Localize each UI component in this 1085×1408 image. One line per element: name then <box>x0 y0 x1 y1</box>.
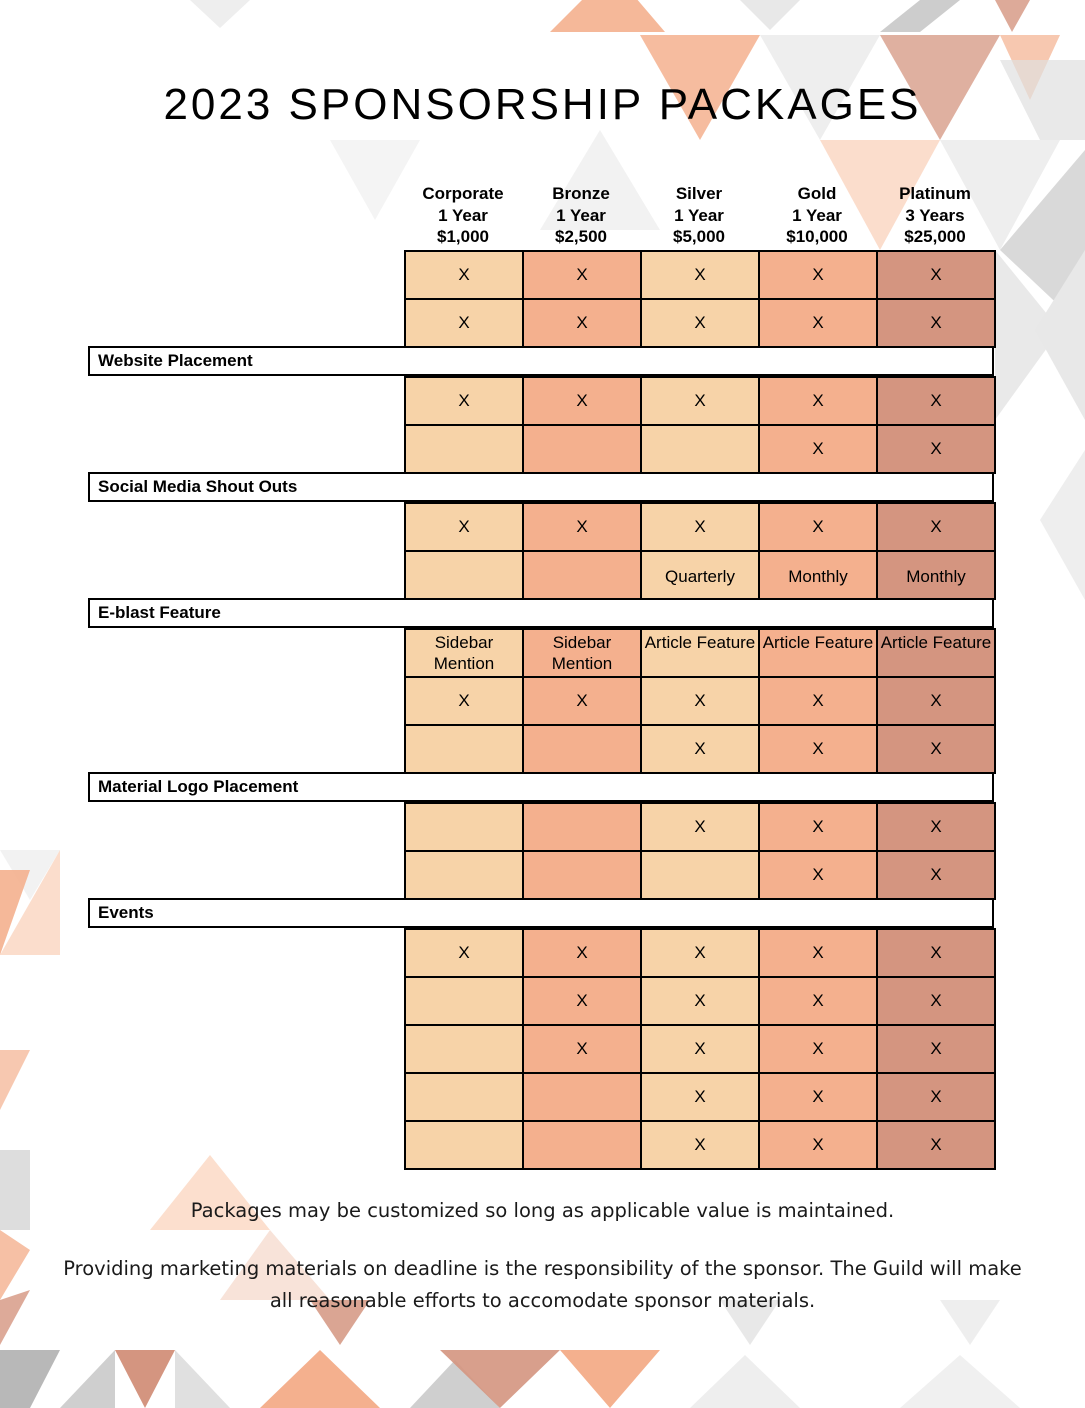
cell-value: Article Feature <box>762 633 874 652</box>
included-mark: X <box>694 391 706 410</box>
included-mark: X <box>576 265 588 284</box>
included-mark: X <box>576 391 588 410</box>
included-mark: X <box>694 943 706 962</box>
tier-name: Gold <box>797 184 837 203</box>
included-mark: X <box>930 1087 942 1106</box>
package-cell <box>876 850 996 900</box>
included-mark: X <box>812 313 824 332</box>
tier-price: $2,500 <box>555 227 607 246</box>
package-cell <box>758 1024 878 1074</box>
tier-name: Bronze <box>552 184 610 203</box>
included-mark: X <box>930 991 942 1010</box>
package-cell <box>404 1072 524 1122</box>
included-mark: X <box>812 865 824 884</box>
bg-triangle <box>690 1355 800 1408</box>
package-cell <box>876 376 996 426</box>
section-header: Events <box>88 898 994 928</box>
package-cell <box>876 628 996 678</box>
tier-term: 3 Years <box>905 205 965 225</box>
package-cell <box>640 250 760 300</box>
package-cell <box>522 502 642 552</box>
package-cell <box>640 676 760 726</box>
package-cell <box>522 424 642 474</box>
tier-term: 1 Year <box>792 205 842 225</box>
package-cell <box>640 502 760 552</box>
included-mark: X <box>812 991 824 1010</box>
cell-value: Sidebar Mention <box>433 633 495 673</box>
package-cell <box>876 502 996 552</box>
included-mark: X <box>694 1135 706 1154</box>
bg-triangle <box>740 0 800 30</box>
package-cell <box>640 724 760 774</box>
included-mark: X <box>812 1135 824 1154</box>
tier-name: Corporate <box>422 184 504 203</box>
included-mark: X <box>694 313 706 332</box>
included-mark: X <box>576 313 588 332</box>
package-cell <box>640 802 760 852</box>
package-cell <box>876 298 996 348</box>
package-cell <box>758 550 878 600</box>
included-mark: X <box>458 265 470 284</box>
package-cell <box>522 724 642 774</box>
cell-value: Monthly <box>906 567 966 586</box>
package-cell <box>404 1120 524 1170</box>
package-cell <box>522 802 642 852</box>
package-cell <box>522 628 642 678</box>
package-cell <box>522 676 642 726</box>
package-cell <box>758 976 878 1026</box>
included-mark: X <box>694 517 706 536</box>
package-cell <box>758 502 878 552</box>
included-mark: X <box>930 517 942 536</box>
package-cell <box>404 250 524 300</box>
package-cell <box>640 928 760 978</box>
section-header: Material Logo Placement <box>88 772 994 802</box>
package-cell <box>404 850 524 900</box>
bg-triangle <box>1040 450 1085 600</box>
included-mark: X <box>576 943 588 962</box>
included-mark: X <box>812 943 824 962</box>
included-mark: X <box>930 265 942 284</box>
package-cell <box>404 502 524 552</box>
package-cell <box>876 1024 996 1074</box>
package-cell <box>640 298 760 348</box>
tier-price: $5,000 <box>673 227 725 246</box>
package-cell <box>404 550 524 600</box>
included-mark: X <box>930 439 942 458</box>
cell-value: Quarterly <box>665 567 735 586</box>
package-cell <box>876 250 996 300</box>
package-cell <box>758 250 878 300</box>
tier-header-bronze <box>522 183 640 248</box>
bg-triangle <box>880 0 960 32</box>
package-cell <box>522 1120 642 1170</box>
included-mark: X <box>576 517 588 536</box>
section-header: Website Placement <box>88 346 994 376</box>
package-cell <box>758 628 878 678</box>
bg-triangle <box>0 1350 60 1408</box>
tier-term: 1 Year <box>556 205 606 225</box>
included-mark: X <box>694 1039 706 1058</box>
package-cell <box>522 376 642 426</box>
tier-name: Platinum <box>899 184 971 203</box>
package-cell <box>876 1072 996 1122</box>
included-mark: X <box>576 991 588 1010</box>
cell-value: Article Feature <box>880 633 992 652</box>
included-mark: X <box>576 691 588 710</box>
section-header: Social Media Shout Outs <box>88 472 994 502</box>
included-mark: X <box>812 1039 824 1058</box>
included-mark: X <box>812 691 824 710</box>
cell-value: Monthly <box>788 567 848 586</box>
package-cell <box>522 850 642 900</box>
package-cell <box>758 850 878 900</box>
bg-triangle <box>0 1150 30 1230</box>
package-cell <box>640 1024 760 1074</box>
included-mark: X <box>458 943 470 962</box>
included-mark: X <box>812 439 824 458</box>
package-cell <box>876 550 996 600</box>
bg-triangle <box>0 1050 30 1110</box>
included-mark: X <box>694 265 706 284</box>
tier-header-silver <box>640 183 758 248</box>
included-mark: X <box>930 817 942 836</box>
package-cell <box>404 802 524 852</box>
bg-triangle <box>115 1350 175 1408</box>
tier-term: 1 Year <box>438 205 488 225</box>
package-cell <box>522 928 642 978</box>
included-mark: X <box>812 265 824 284</box>
package-cell <box>758 724 878 774</box>
included-mark: X <box>458 313 470 332</box>
package-cell <box>522 1024 642 1074</box>
bg-triangle <box>550 0 665 32</box>
included-mark: X <box>812 517 824 536</box>
package-cell <box>404 928 524 978</box>
package-cell <box>404 1024 524 1074</box>
included-mark: X <box>930 943 942 962</box>
bg-triangle <box>995 0 1030 32</box>
included-mark: X <box>576 1039 588 1058</box>
package-cell <box>640 550 760 600</box>
package-cell <box>876 1120 996 1170</box>
cell-value: Article Feature <box>644 633 756 652</box>
package-cell <box>640 1072 760 1122</box>
package-cell <box>758 424 878 474</box>
tier-price: $25,000 <box>904 227 966 246</box>
package-cell <box>758 802 878 852</box>
bg-triangle <box>0 1290 30 1345</box>
bg-triangle <box>0 1230 30 1300</box>
package-cell <box>522 976 642 1026</box>
bg-triangle <box>260 1350 380 1408</box>
included-mark: X <box>694 1087 706 1106</box>
package-cell <box>640 976 760 1026</box>
bg-triangle <box>560 1350 660 1408</box>
included-mark: X <box>930 1135 942 1154</box>
included-mark: X <box>930 691 942 710</box>
bg-triangle <box>175 1350 230 1408</box>
package-cell <box>404 724 524 774</box>
included-mark: X <box>930 391 942 410</box>
included-mark: X <box>812 391 824 410</box>
tier-term: 1 Year <box>674 205 724 225</box>
bg-triangle <box>900 1355 1020 1408</box>
included-mark: X <box>930 1039 942 1058</box>
tier-header-gold <box>758 183 876 248</box>
tier-header-corporate <box>404 183 522 248</box>
package-cell <box>522 550 642 600</box>
package-cell <box>404 376 524 426</box>
package-cell <box>640 628 760 678</box>
tier-name: Silver <box>675 184 723 203</box>
included-mark: X <box>694 991 706 1010</box>
package-cell <box>404 976 524 1026</box>
section-header: E-blast Feature <box>88 598 994 628</box>
included-mark: X <box>458 391 470 410</box>
package-cell <box>758 676 878 726</box>
package-cell <box>640 424 760 474</box>
package-cell <box>758 928 878 978</box>
included-mark: X <box>458 691 470 710</box>
page-title: 2023 SPONSORSHIP PACKAGES <box>163 80 922 129</box>
tier-header-platinum <box>876 183 994 248</box>
package-cell <box>876 724 996 774</box>
package-cell <box>522 298 642 348</box>
package-cell <box>758 1072 878 1122</box>
included-mark: X <box>930 739 942 758</box>
package-cell <box>404 676 524 726</box>
tier-price: $10,000 <box>786 227 848 246</box>
bg-triangle <box>190 0 250 28</box>
package-cell <box>758 1120 878 1170</box>
package-cell <box>404 628 524 678</box>
package-cell <box>876 928 996 978</box>
package-cell <box>758 298 878 348</box>
included-mark: X <box>694 691 706 710</box>
included-mark: X <box>812 739 824 758</box>
tier-price: $1,000 <box>437 227 489 246</box>
included-mark: X <box>812 1087 824 1106</box>
package-cell <box>404 424 524 474</box>
package-cell <box>404 298 524 348</box>
customization-note: Packages may be customized so long as applicable value is maintained. <box>190 1199 895 1222</box>
cell-value: Sidebar Mention <box>551 633 613 673</box>
package-cell <box>640 850 760 900</box>
included-mark: X <box>694 739 706 758</box>
included-mark: X <box>930 313 942 332</box>
package-cell <box>876 802 996 852</box>
included-mark: X <box>812 817 824 836</box>
bg-triangle <box>60 1350 115 1408</box>
package-cell <box>876 424 996 474</box>
package-cell <box>640 376 760 426</box>
package-cell <box>522 1072 642 1122</box>
package-cell <box>522 250 642 300</box>
package-cell <box>640 1120 760 1170</box>
included-mark: X <box>458 517 470 536</box>
included-mark: X <box>930 865 942 884</box>
deadline-note: Providing marketing materials on deadline is the responsibility of the sponsor. The Guild will make all reasonable efforts to accomodate sponsor materials. <box>63 1257 1022 1312</box>
included-mark: X <box>694 817 706 836</box>
package-cell <box>758 376 878 426</box>
package-cell <box>876 976 996 1026</box>
package-cell <box>876 676 996 726</box>
